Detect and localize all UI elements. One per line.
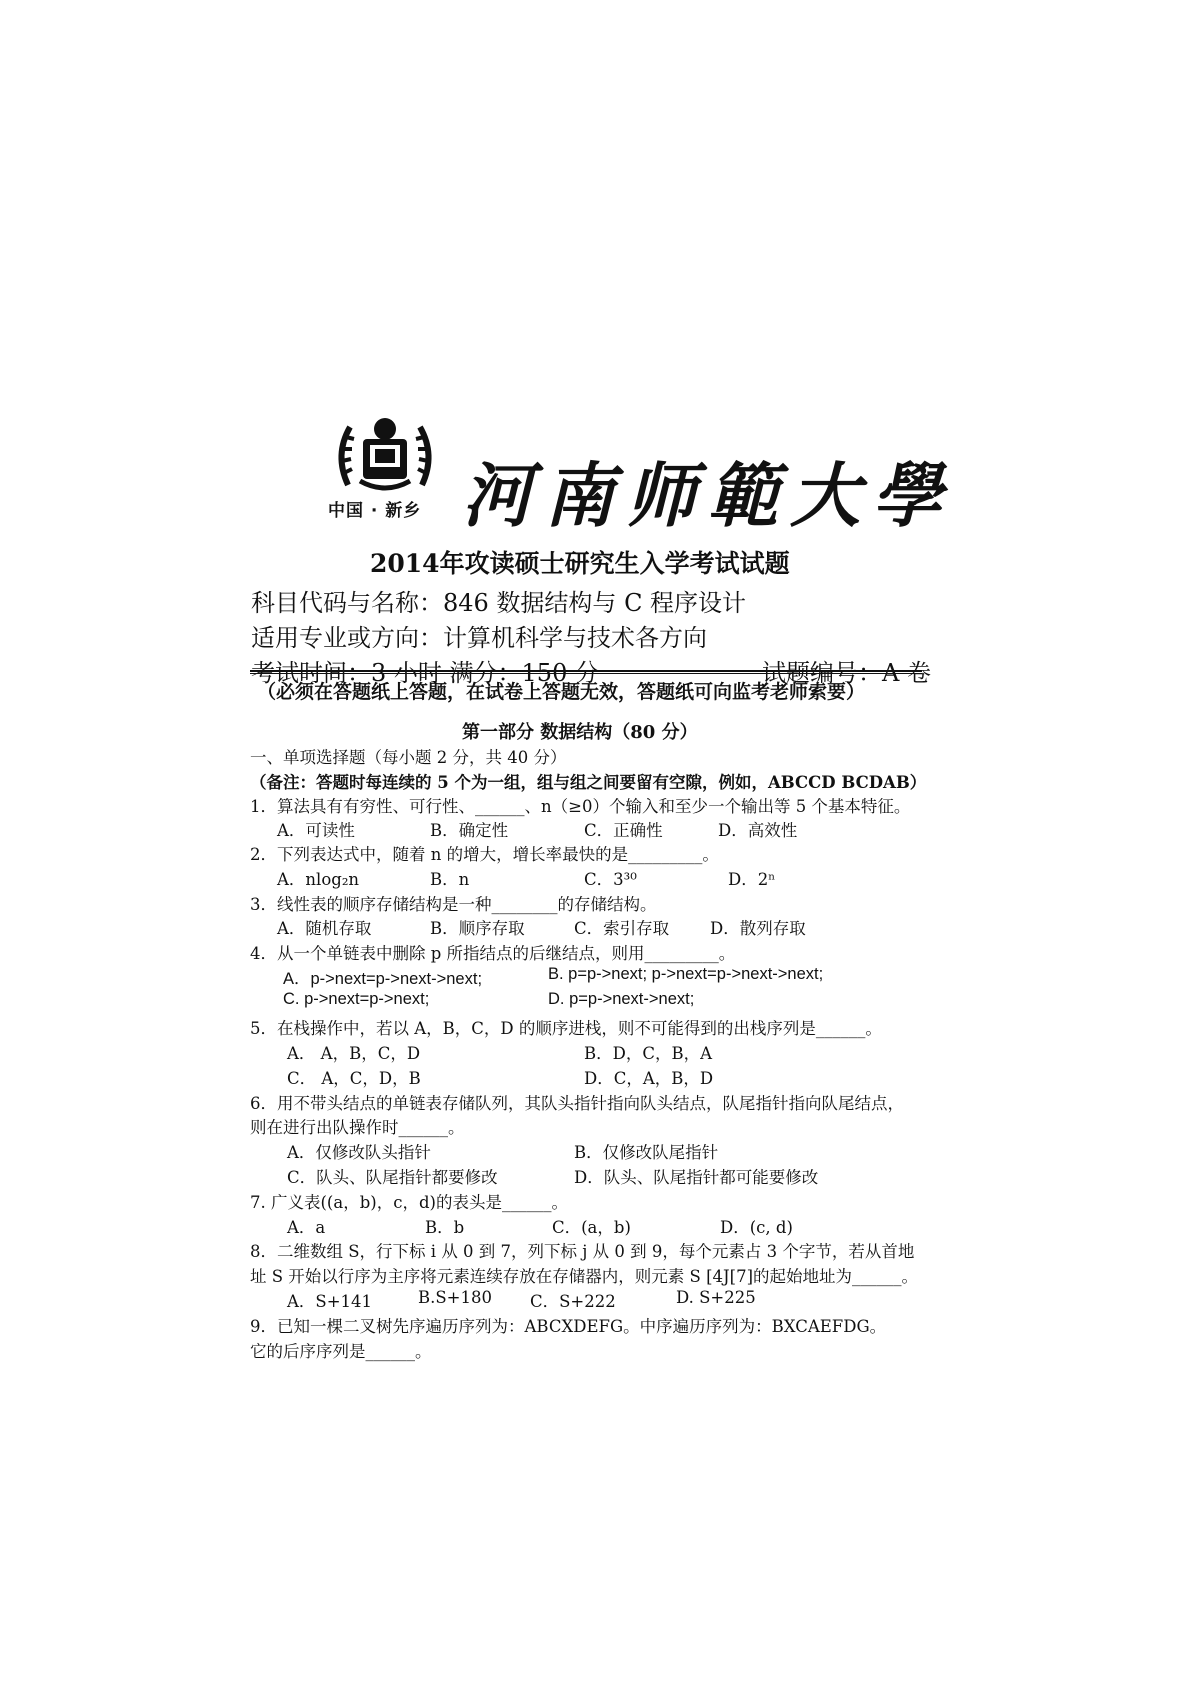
question-7-option-b: B．b	[425, 1218, 465, 1237]
question-7-stem: 7. 广义表((a，b)，c，d)的表头是______。	[250, 1193, 568, 1212]
question-1-option-b: B．确定性	[430, 821, 509, 840]
question-6-stem-line1: 6．用不带头结点的单链表存储队列，其队头指针指向队头结点，队尾指针指向队尾结点，	[250, 1094, 904, 1113]
question-9-stem-line2: 它的后序序列是______。	[250, 1342, 432, 1361]
question-5-stem: 5．在栈操作中，若以 A，B，C，D 的顺序进栈，则不可能得到的出栈序列是______。	[250, 1019, 882, 1038]
question-7-option-a: A．a	[287, 1218, 326, 1237]
question-5-option-d: D．C，A，B，D	[584, 1069, 714, 1088]
question-1-option-a: A．可读性	[277, 821, 355, 840]
paper-code: 试题编号：A 卷	[762, 659, 931, 687]
question-1-stem: 1．算法具有有穷性、可行性、______、n（≥0）个输入和至少一个输出等 5 个基本特征。	[250, 797, 911, 816]
question-4-option-d: D. p=p->next->next;	[548, 990, 695, 1008]
question-6-option-d: D．队头、队尾指针都可能要修改	[574, 1168, 819, 1187]
logo-caption: 中国 · 新乡	[328, 501, 422, 521]
exam-title: 2014年攻读硕士研究生入学考试试题	[370, 549, 790, 578]
section-remark: （备注：答题时每连续的 5 个为一组，组与组之间要留有空隙，例如，ABCCD BCDAB）	[250, 773, 927, 792]
question-4-stem: 4．从一个单链表中删除 p 所指结点的后继结点，则用_________。	[250, 944, 736, 963]
question-9-stem-line1: 9．已知一棵二叉树先序遍历序列为：ABCXDEFG。中序遍历序列为：BXCAEFDG。	[250, 1317, 887, 1336]
question-5-option-c: C． A，C，D，B	[287, 1069, 421, 1088]
section-title: 一、单项选择题（每小题 2 分，共 40 分）	[250, 748, 567, 767]
question-3-option-d: D．散列存取	[710, 919, 806, 938]
question-2-stem: 2．下列表达式中，随着 n 的增大，增长率最快的是_________。	[250, 845, 719, 864]
question-6-option-a: A．仅修改队头指针	[287, 1143, 431, 1162]
time-score-line: 考试时间：3 小时 满分：150 分	[251, 659, 599, 687]
question-8-stem-line1: 8．二维数组 S，行下标 i 从 0 到 7，列下标 j 从 0 到 9，每个元素占 3 个字节，若从首地	[250, 1242, 915, 1261]
question-4-option-a: A．p->next=p->next->next;	[283, 970, 483, 988]
question-3-option-a: A．随机存取	[277, 919, 372, 938]
question-8-option-d: D. S+225	[676, 1288, 756, 1307]
question-4-option-b: B. p=p->next; p->next=p->next->next;	[548, 965, 824, 983]
question-5-option-a: A． A，B，C，D	[287, 1044, 421, 1063]
question-8-stem-line2: 址 S 开始以行序为主序将元素连续存放在存储器内，则元素 S [4J[7]的起始地址为______。	[250, 1267, 919, 1286]
question-4-option-c: C. p->next=p->next;	[283, 990, 430, 1008]
major-line: 适用专业或方向：计算机科学与技术各方向	[251, 624, 707, 652]
question-8-option-b: B.S+180	[418, 1288, 492, 1307]
answer-notice: （必须在答题纸上答题，在试卷上答题无效，答题纸可向监考老师索要）	[257, 681, 866, 703]
question-1-option-c: C．正确性	[584, 821, 663, 840]
question-2-option-d: D．2ⁿ	[728, 870, 776, 889]
question-2-option-c: C．3³⁰	[584, 870, 637, 889]
question-7-option-c: C．(a，b)	[552, 1218, 631, 1237]
question-2-option-b: B．n	[430, 870, 470, 889]
question-3-option-c: C．索引存取	[574, 919, 670, 938]
university-name: 河南师範大學	[462, 454, 954, 537]
question-3-stem: 3．线性表的顺序存储结构是一种________的存储结构。	[250, 895, 657, 914]
question-5-option-b: B．D，C，B，A	[584, 1044, 713, 1063]
emblem-icon	[330, 415, 440, 495]
question-2-option-a: A．nlog₂n	[277, 870, 360, 889]
question-8-option-a: A．S+141	[287, 1292, 373, 1311]
question-1-option-d: D．高效性	[718, 821, 798, 840]
question-7-option-d: D．(c, d)	[720, 1218, 793, 1237]
question-3-option-b: B．顺序存取	[430, 919, 525, 938]
subject-line: 科目代码与名称：846 数据结构与 C 程序设计	[251, 589, 747, 617]
question-8-option-c: C．S+222	[530, 1292, 616, 1311]
divider-line-thin	[250, 673, 922, 674]
part-title: 第一部分 数据结构（80 分）	[462, 722, 698, 743]
question-6-stem-line2: 则在进行出队操作时______。	[250, 1118, 465, 1137]
divider-line	[250, 670, 922, 672]
question-6-option-b: B．仅修改队尾指针	[574, 1143, 719, 1162]
question-6-option-c: C．队头、队尾指针都要修改	[287, 1168, 498, 1187]
